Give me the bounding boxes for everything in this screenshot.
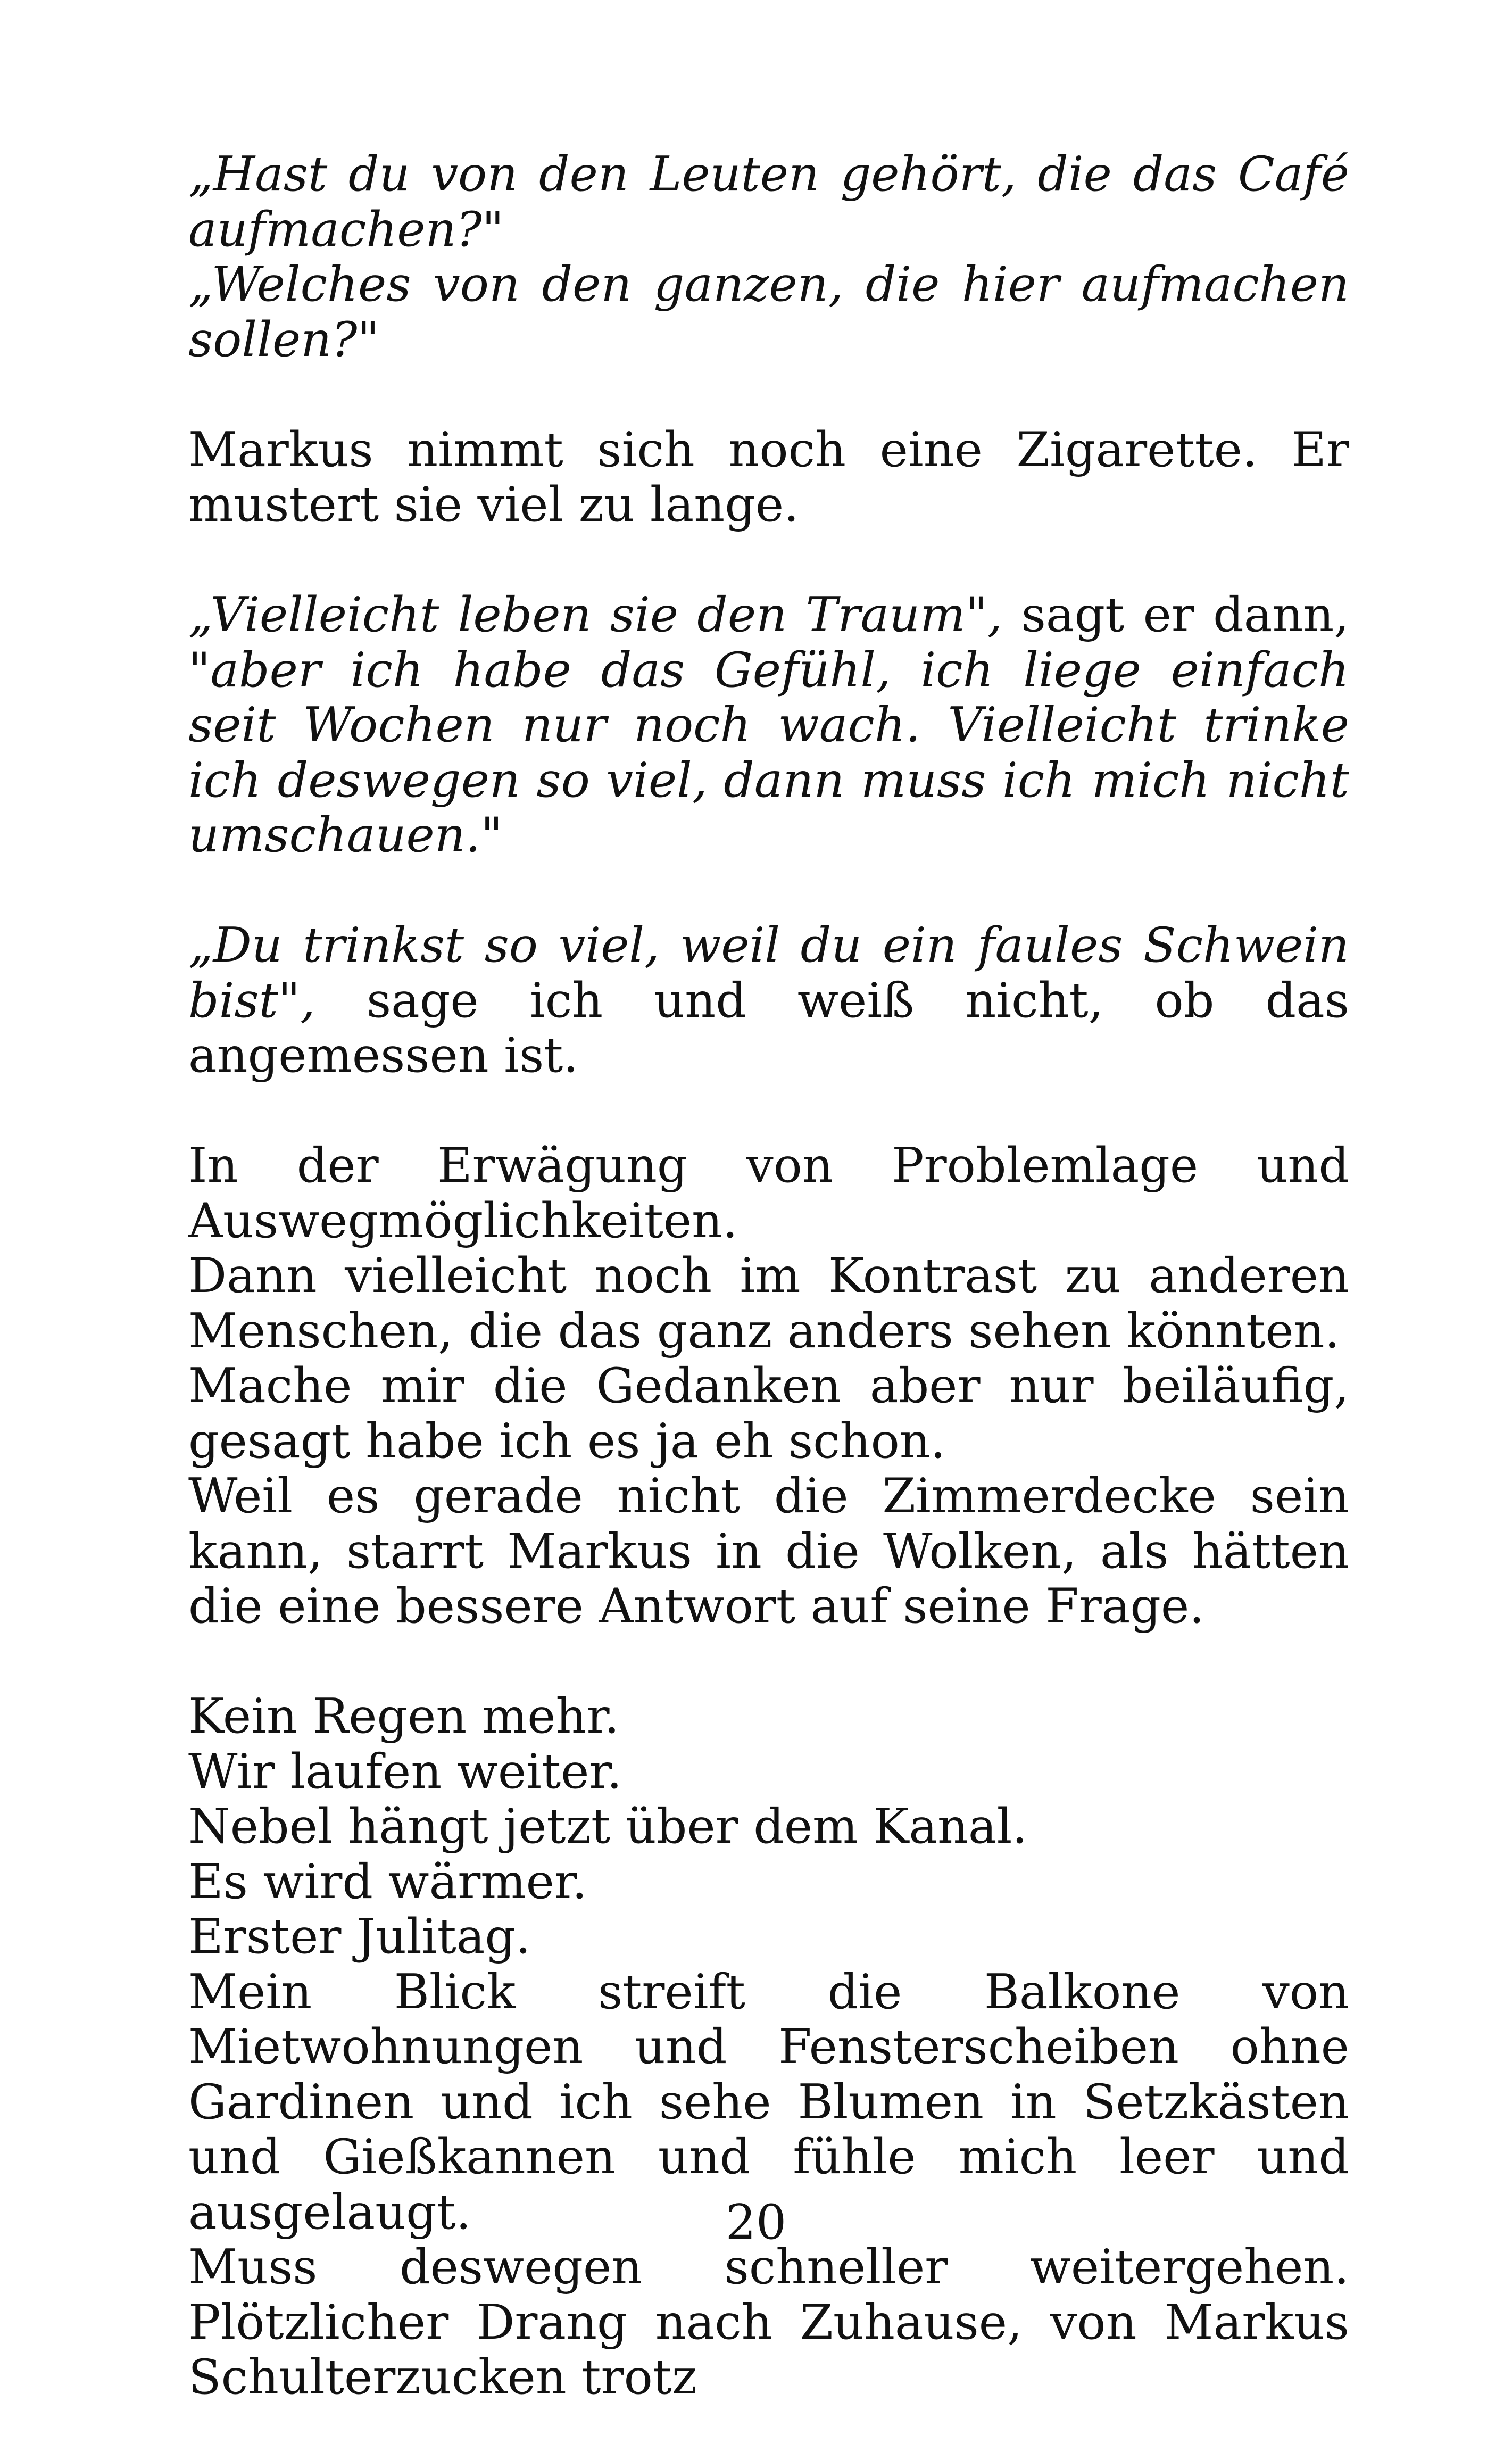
- paragraph-dream-quote: [188, 587, 1349, 863]
- dialogue-paragraph-cafe: [188, 147, 1349, 367]
- text-line: Erster Julitag.: [188, 1909, 531, 1965]
- dialogue-line-question: „Hast du von den Leuten gehört, die das Café aufmachen?": [188, 146, 1349, 258]
- text-line: Mein Blick streift die Balkone von Mietwohnungen und Fensterscheiben ohne Gardinen und ich sehe Blumen in Setzkästen und Gießkannen und fühle mich leer und ausgelaugt.: [188, 1964, 1349, 2240]
- narration: sagt er dann,: [1002, 587, 1349, 643]
- dialogue-line-answer: „Welches von den ganzen, die hier aufmachen sollen?": [188, 256, 1349, 368]
- narration: sage ich und weiß nicht, ob das angemessen ist.: [188, 972, 1349, 1083]
- quote: „Du trinkst so viel, weil du ein faules Schwein bist",: [188, 917, 1349, 1029]
- paragraph-lazy-quote: [188, 918, 1349, 1083]
- quote-end: "aber ich habe das Gefühl, ich liege einfach seit Wochen nur noch wach. Vielleicht trinke ich deswegen so viel, dann muss ich mich nicht umschauen.": [188, 642, 1349, 863]
- text-line: Weil es gerade nicht die Zimmerdecke sein kann, starrt Markus in die Wolken, als hätten die eine bessere Antwort auf seine Frage.: [188, 1468, 1349, 1634]
- text-line: Nebel hängt jetzt über dem Kanal.: [188, 1799, 1027, 1854]
- text-line: Muss deswegen schneller weitergehen. Plötzlicher Drang nach Zuhause, von Markus Schulterzucken trotz: [188, 2239, 1349, 2405]
- text-line: In der Erwägung von Problemlage und Auswegmöglichkeiten.: [188, 1138, 1349, 1249]
- text-line: Wir laufen weiter.: [188, 1743, 622, 1800]
- paragraph-walking: [188, 1689, 1349, 2405]
- text-line: Kein Regen mehr.: [188, 1688, 620, 1744]
- paragraph-consideration: [188, 1138, 1349, 1634]
- text-line: Dann vielleicht noch im Kontrast zu anderen Menschen, die das ganz anders sehen könnten.: [188, 1248, 1349, 1359]
- text-line: Es wird wärmer.: [188, 1853, 587, 1910]
- quote-start: „Vielleicht leben sie den Traum",: [188, 587, 1003, 643]
- page-body: [188, 147, 1349, 2460]
- paragraph-cigarette: Markus nimmt sich noch eine Zigarette. Er mustert sie viel zu lange.: [188, 421, 1349, 533]
- text-line: Mache mir die Gedanken aber nur beiläufig, gesagt habe ich es ja eh schon.: [188, 1358, 1349, 1469]
- page-number: 20: [725, 2194, 787, 2250]
